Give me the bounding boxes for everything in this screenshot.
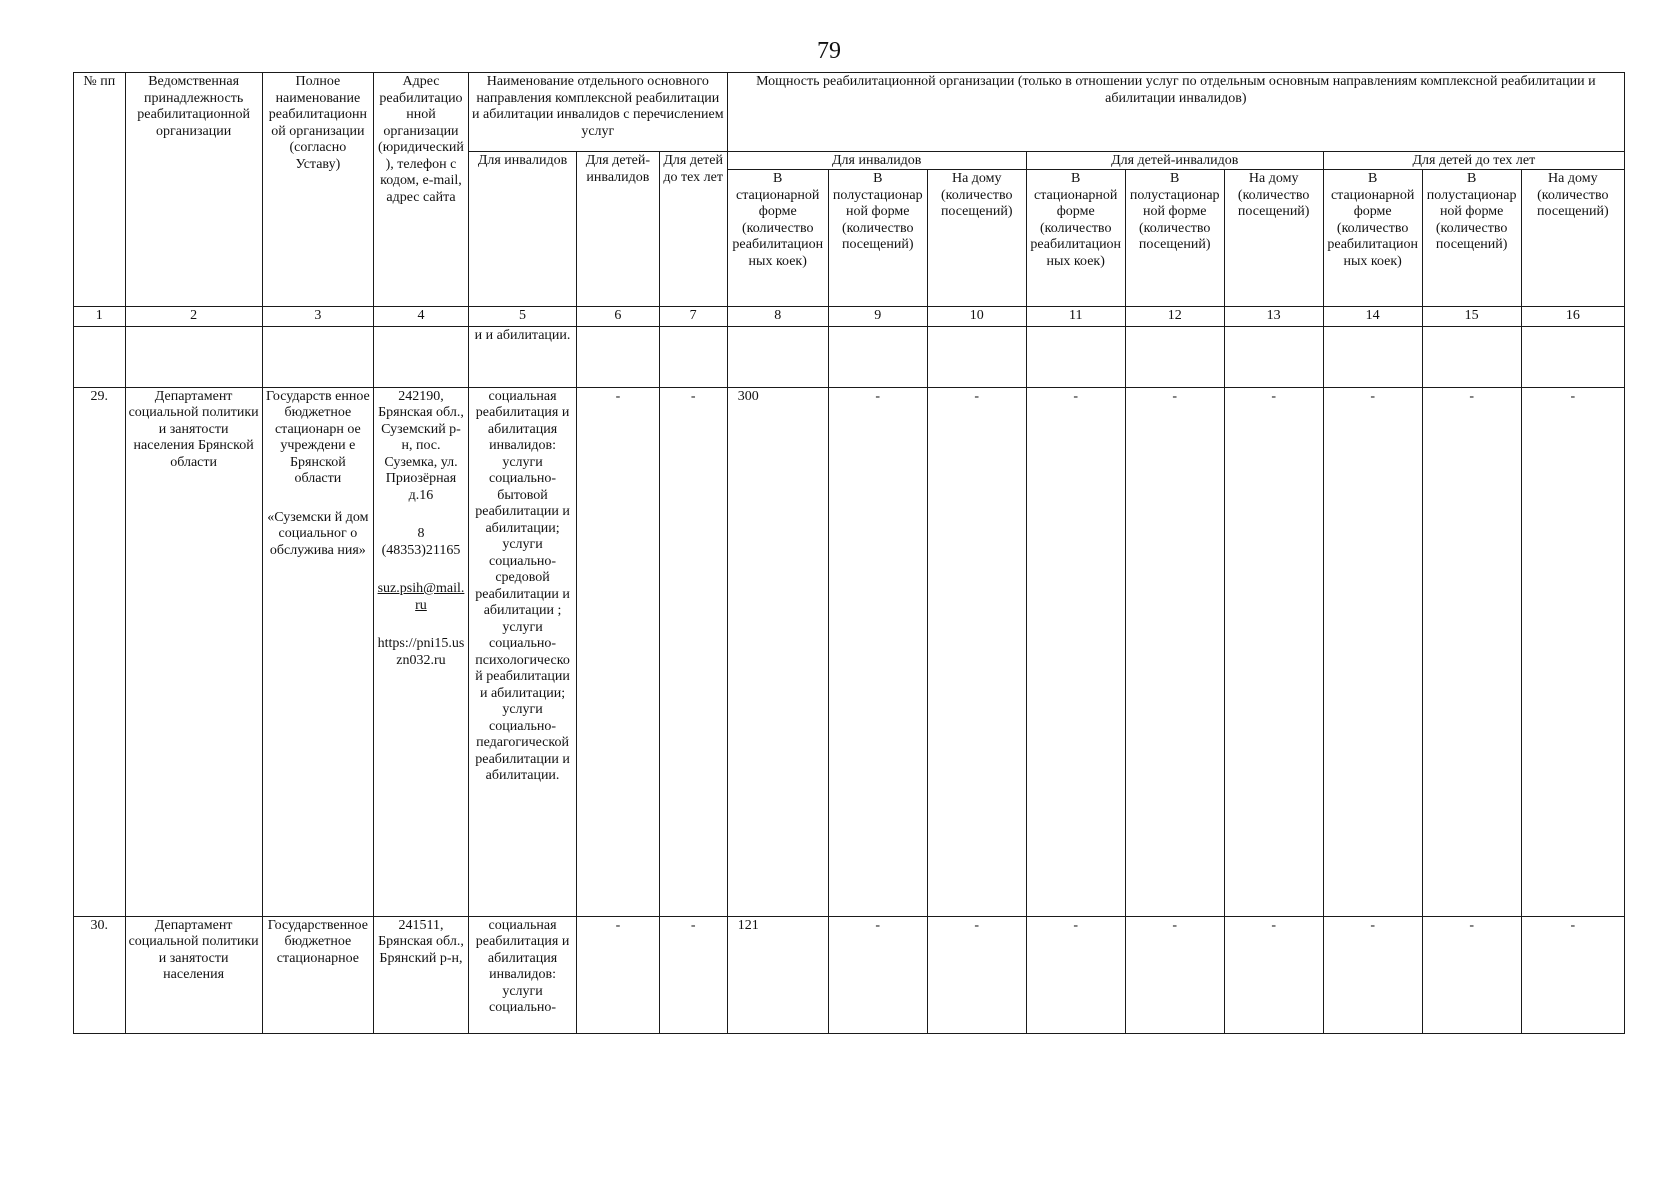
row-services: социальная реабилитация и абилитация инвалидов: услуги социально-бытовой реабилитации и абилитации; услуги социально-средовой реабилитации и абилитации ; услуги социально-психологической реабилитации и абилитации; услуги социально-педагогической реабилитации и абилитации.	[468, 387, 576, 916]
header-for-disabled-children: Для детей-инвалидов	[577, 152, 659, 307]
row-value-7: -	[659, 387, 727, 916]
row-number: 29.	[74, 387, 126, 916]
continuation-row	[74, 326, 1625, 387]
header-department: Ведомственная принадлежность реабилитационной организации	[125, 73, 262, 307]
row-services: социальная реабилитация и абилитация инвалидов: услуги социально-	[468, 916, 576, 1033]
header-for-disabled: Для инвалидов	[468, 152, 576, 307]
row-value-11: -	[1026, 916, 1125, 1033]
header-home-until: На дому (количество посещений)	[1521, 170, 1624, 307]
cell-empty	[828, 326, 927, 387]
row-number: 30.	[74, 916, 126, 1033]
column-number: 8	[727, 307, 828, 327]
row-value-6: -	[577, 387, 659, 916]
page-number: 79	[817, 38, 841, 64]
cell-empty	[927, 326, 1026, 387]
column-number: 5	[468, 307, 576, 327]
row-value-15: -	[1422, 916, 1521, 1033]
column-number: 12	[1125, 307, 1224, 327]
cell-empty	[1224, 326, 1323, 387]
column-number: 7	[659, 307, 727, 327]
row-department: Департамент социальной политики и занятости населения	[125, 916, 262, 1033]
header-capacity-children: Для детей-инвалидов	[1026, 152, 1323, 170]
row-value-11: -	[1026, 387, 1125, 916]
cell-empty	[125, 326, 262, 387]
row-address	[374, 387, 469, 916]
phone-text: 8 (48353)21165	[381, 526, 461, 558]
site-link[interactable]: https://pni15.uszn032.ru	[377, 636, 465, 668]
header-semi-children: В полустационарной форме (количество посещений)	[1125, 170, 1224, 307]
column-number: 13	[1224, 307, 1323, 327]
row-address: 241511, Брянская обл., Брянский р-н,	[374, 916, 469, 1033]
table-row	[74, 916, 1625, 1033]
cell-empty	[1026, 326, 1125, 387]
org-name-part: Государств енное бюджетное стационарн ое учреждени е Брянской области	[266, 388, 370, 486]
header-semi-until: В полустационарной форме (количество посещений)	[1422, 170, 1521, 307]
row-value-13: -	[1224, 916, 1323, 1033]
row-department: Департамент социальной политики и занятости населения Брянской области	[125, 387, 262, 916]
address-text: 242190, Брянская обл., Суземский р-н, пос. Суземка, ул. Приозёрная д.16	[378, 388, 464, 503]
row-value-10: -	[927, 387, 1026, 916]
row-organization-name: Государственное бюджетное стационарное	[262, 916, 373, 1033]
row-value-9: -	[828, 387, 927, 916]
row-value-10: -	[927, 916, 1026, 1033]
row-value-6: -	[577, 916, 659, 1033]
continuation-services: и и абилитации.	[468, 326, 576, 387]
header-inpatient-children: В стационарной форме (количество реабилитационных коек)	[1026, 170, 1125, 307]
email-link[interactable]: suz.psih@mail.ru	[377, 581, 465, 613]
header-capacity-disabled: Для инвалидов	[727, 152, 1026, 170]
row-value-13: -	[1224, 387, 1323, 916]
cell-empty	[1125, 326, 1224, 387]
column-number: 16	[1521, 307, 1624, 327]
column-number: 4	[374, 307, 469, 327]
row-value-12: -	[1125, 916, 1224, 1033]
row-organization-name	[262, 387, 373, 916]
header-inpatient-until: В стационарной форме (количество реабилитационных коек)	[1323, 170, 1422, 307]
row-value-16: -	[1521, 916, 1624, 1033]
row-value-9: -	[828, 916, 927, 1033]
column-number: 11	[1026, 307, 1125, 327]
org-name-part: «Суземски й дом социальног о обслужива ния»	[267, 509, 369, 558]
cell-empty	[1422, 326, 1521, 387]
column-number: 6	[577, 307, 659, 327]
header-home-children: На дому (количество посещений)	[1224, 170, 1323, 307]
column-number: 14	[1323, 307, 1422, 327]
header-address: Адрес реабилитационной организации (юридический), телефон с кодом, e-mail, адрес сайта	[374, 73, 469, 307]
cell-empty	[262, 326, 373, 387]
column-number: 9	[828, 307, 927, 327]
row-value-14: -	[1323, 387, 1422, 916]
header-for-children-until: Для детей до тех лет	[659, 152, 727, 307]
header-row-1	[74, 73, 1625, 152]
row-value-8: 121	[727, 916, 828, 1033]
cell-empty	[1521, 326, 1624, 387]
row-value-8: 300	[727, 387, 828, 916]
header-home-disabled: На дому (количество посещений)	[927, 170, 1026, 307]
column-number: 10	[927, 307, 1026, 327]
header-capacity-group: Мощность реабилитационной организации (только в отношении услуг по отдельным основным направлениям комплексной реабилитации и абилитации инвалидов)	[727, 73, 1624, 152]
column-number: 3	[262, 307, 373, 327]
cell-empty	[727, 326, 828, 387]
row-value-14: -	[1323, 916, 1422, 1033]
table-row	[74, 387, 1625, 916]
column-number-row	[74, 307, 1625, 327]
cell-empty	[374, 326, 469, 387]
header-number: № пп	[74, 73, 126, 307]
row-value-7: -	[659, 916, 727, 1033]
header-semi-disabled: В полустационарной форме (количество посещений)	[828, 170, 927, 307]
cell-empty	[577, 326, 659, 387]
header-capacity-until: Для детей до тех лет	[1323, 152, 1624, 170]
row-value-15: -	[1422, 387, 1521, 916]
row-value-12: -	[1125, 387, 1224, 916]
row-value-16: -	[1521, 387, 1624, 916]
cell-empty	[74, 326, 126, 387]
register-table	[73, 72, 1625, 1034]
cell-empty	[1323, 326, 1422, 387]
header-inpatient-disabled: В стационарной форме (количество реабилитационных коек)	[727, 170, 828, 307]
header-directions-group: Наименование отдельного основного направления комплексной реабилитации и абилитации инвалидов с перечислением услуг	[468, 73, 727, 152]
cell-empty	[659, 326, 727, 387]
column-number: 15	[1422, 307, 1521, 327]
column-number: 1	[74, 307, 126, 327]
column-number: 2	[125, 307, 262, 327]
header-full-name: Полное наименование реабилитационной организации (согласно Уставу)	[262, 73, 373, 307]
